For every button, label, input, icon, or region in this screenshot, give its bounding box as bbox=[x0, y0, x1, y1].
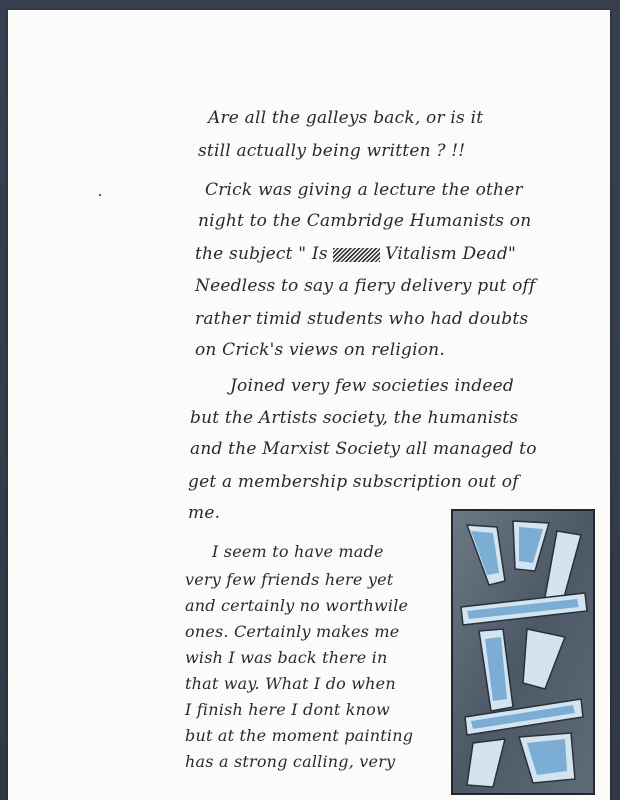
letter-line: me. bbox=[188, 503, 221, 523]
letter-line: get a membership subscription out of bbox=[188, 472, 519, 492]
letter-line: wish I was back there in bbox=[185, 648, 388, 667]
letter-line: I seem to have made bbox=[212, 542, 384, 561]
crossed-out-word: ​ bbox=[334, 247, 379, 262]
letter-line: and certainly no worthwile bbox=[185, 596, 409, 615]
letter-line: rather timid students who had doubts bbox=[195, 309, 529, 329]
ink-dot bbox=[99, 194, 101, 196]
subject-rest: Vitalism Dead" bbox=[385, 244, 516, 264]
letter-line: still actually being written ? !! bbox=[198, 141, 466, 161]
letter-line: very few friends here yet bbox=[185, 570, 394, 589]
subject-prefix: the subject " Is bbox=[195, 244, 334, 264]
letter-line: and the Marxist Society all managed to bbox=[190, 439, 537, 459]
painting-strokes bbox=[453, 511, 593, 793]
letter-line: Joined very few societies indeed bbox=[230, 376, 514, 396]
letter-line: but at the moment painting bbox=[185, 726, 414, 745]
letter-line: ones. Certainly makes me bbox=[185, 622, 400, 641]
letter-line: Needless to say a fiery delivery put off bbox=[195, 276, 536, 296]
letter-line: Crick was giving a lecture the other bbox=[205, 180, 523, 200]
letter-line: that way. What I do when bbox=[185, 674, 396, 693]
letter-line: night to the Cambridge Humanists on bbox=[198, 211, 532, 231]
letter-line: I finish here I dont know bbox=[185, 700, 390, 719]
letter-line bbox=[195, 244, 516, 264]
letter-line: on Crick's views on religion. bbox=[195, 340, 445, 360]
letter-line: Are all the galleys back, or is it bbox=[208, 108, 484, 128]
abstract-painting bbox=[451, 509, 595, 795]
letter-line: but the Artists society, the humanists bbox=[190, 408, 519, 428]
letter-line: has a strong calling, very bbox=[185, 752, 396, 771]
